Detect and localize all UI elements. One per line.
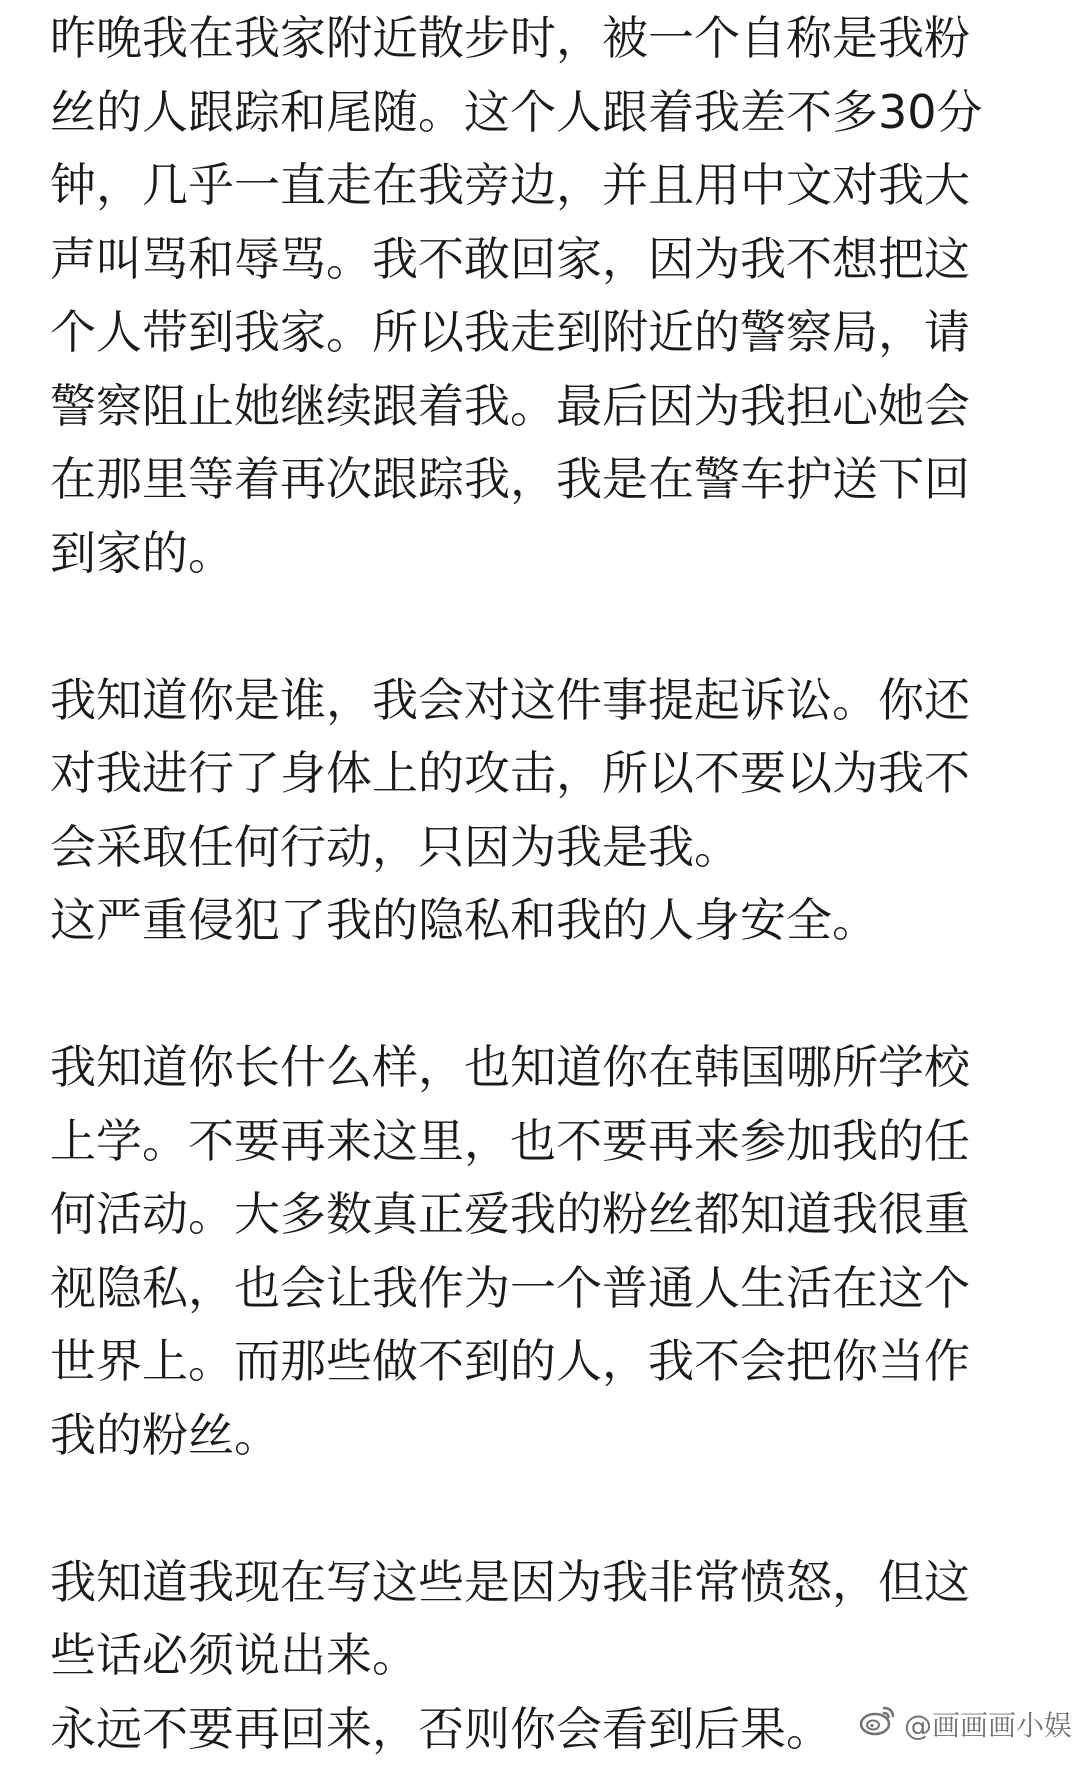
text-line: 我的粉丝。	[50, 1399, 1020, 1473]
paragraph-2	[50, 664, 1020, 958]
text-line: 声叫骂和辱骂。我不敢回家，因为我不想把这	[50, 223, 1020, 297]
text-line: 到家的。	[50, 517, 1020, 591]
paragraph-1	[50, 2, 1020, 590]
text-line: 些话必须说出来。	[50, 1619, 1020, 1693]
text-line: 永远不要再回来，否则你会看到后果。	[50, 1693, 1020, 1766]
text-line: 在那里等着再次跟踪我，我是在警车护送下回	[50, 443, 1020, 517]
text-line: 丝的人跟踪和尾随。这个人跟着我差不多30分	[50, 76, 1020, 150]
post-text-body	[50, 2, 1020, 1766]
watermark	[858, 1702, 1072, 1745]
text-line: 昨晚我在我家附近散步时，被一个自称是我粉	[50, 2, 1020, 76]
text-line: 个人带到我家。所以我走到附近的警察局，请	[50, 296, 1020, 370]
text-line: 钟，几乎一直走在我旁边，并且用中文对我大	[50, 149, 1020, 223]
paragraph-3	[50, 1031, 1020, 1472]
text-line: 我知道我现在写这些是因为我非常愤怒，但这	[50, 1546, 1020, 1620]
text-line: 我知道你是谁，我会对这件事提起诉讼。你还	[50, 664, 1020, 738]
text-line: 世界上。而那些做不到的人，我不会把你当作	[50, 1325, 1020, 1399]
watermark-text: @画画画小娱	[904, 1704, 1072, 1744]
text-line: 视隐私，也会让我作为一个普通人生活在这个	[50, 1252, 1020, 1326]
text-line: 这严重侵犯了我的隐私和我的人身安全。	[50, 884, 1020, 958]
weibo-logo-icon	[858, 1702, 898, 1745]
text-line: 对我进行了身体上的攻击，所以不要以为我不	[50, 737, 1020, 811]
text-line: 我知道你长什么样，也知道你在韩国哪所学校	[50, 1031, 1020, 1105]
text-line: 上学。不要再来这里，也不要再来参加我的任	[50, 1105, 1020, 1179]
text-line: 何活动。大多数真正爱我的粉丝都知道我很重	[50, 1178, 1020, 1252]
paragraph-spacer	[50, 590, 1020, 664]
text-line: 会采取任何行动，只因为我是我。	[50, 811, 1020, 885]
paragraph-spacer	[50, 1472, 1020, 1546]
text-line: 警察阻止她继续跟着我。最后因为我担心她会	[50, 370, 1020, 444]
paragraph-spacer	[50, 958, 1020, 1032]
